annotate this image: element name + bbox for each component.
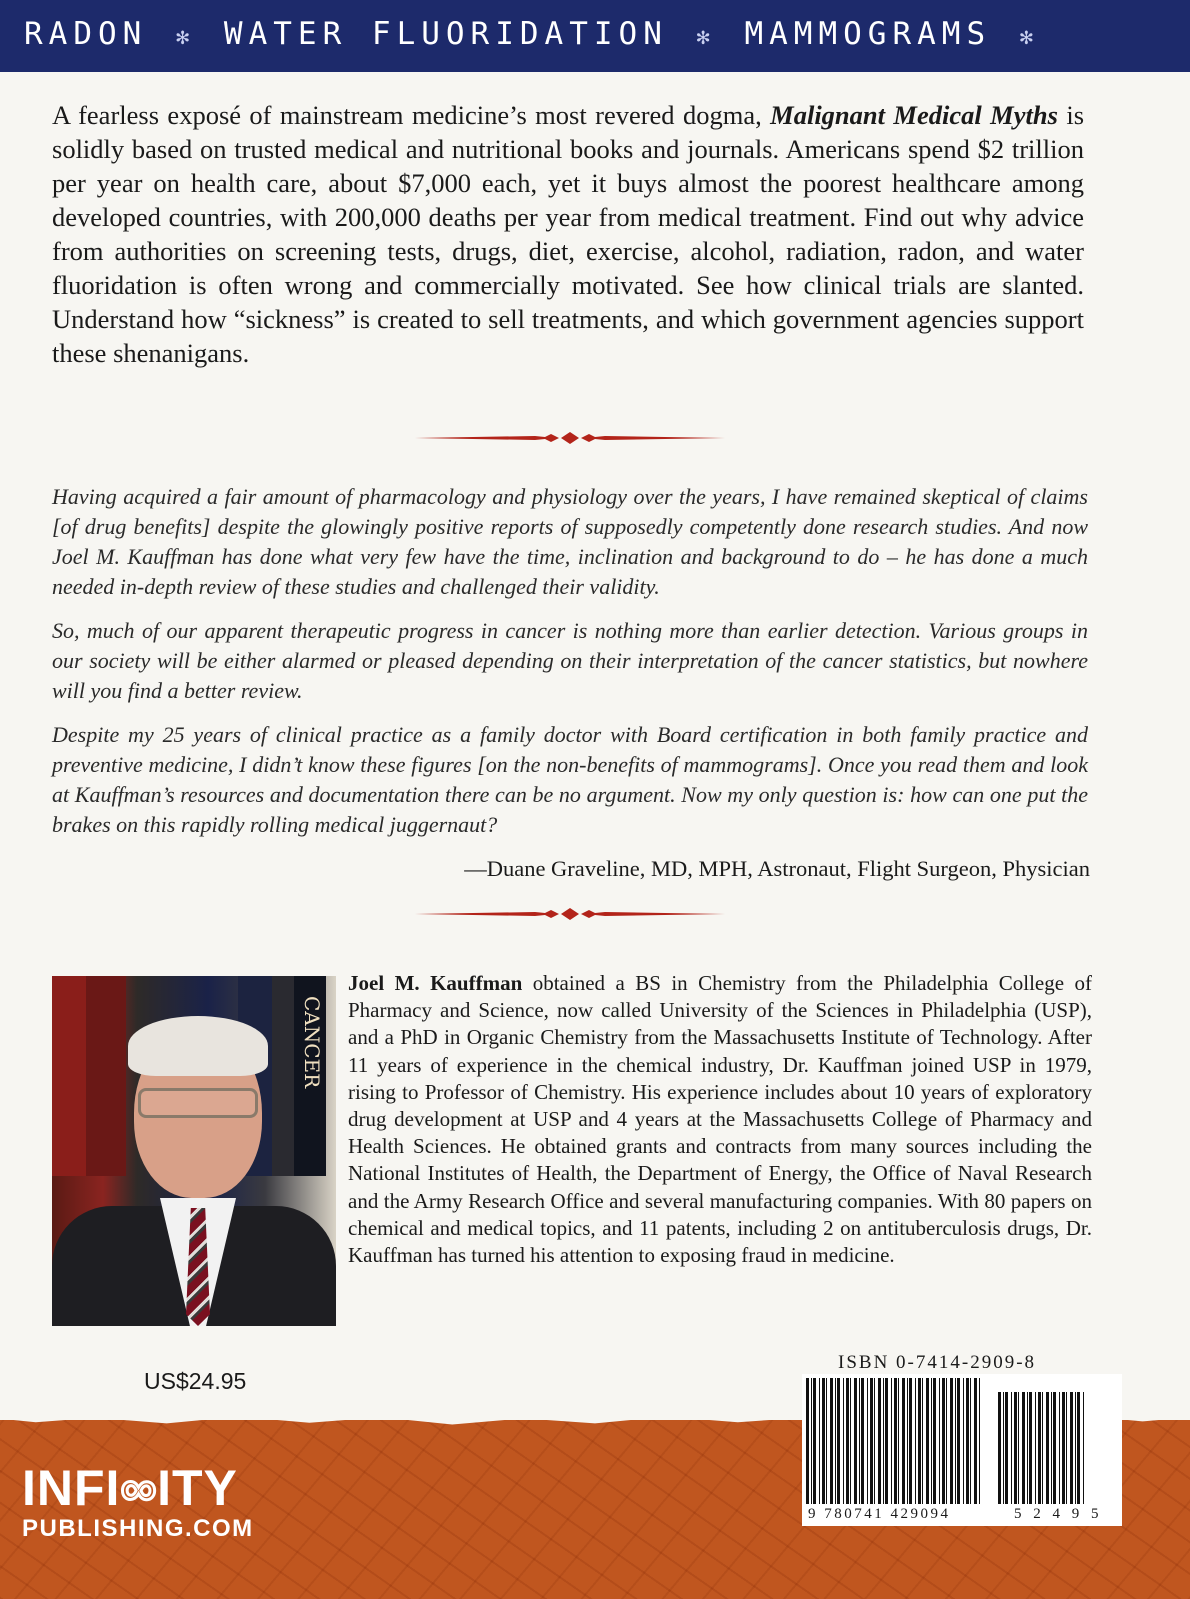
- barcode-bar: [806, 1378, 809, 1504]
- barcode-bar: [1038, 1392, 1041, 1504]
- barcode-bar: [894, 1378, 897, 1504]
- barcode-bar: [819, 1378, 820, 1504]
- barcode-bar: [942, 1378, 945, 1504]
- logo-text-right: ITY: [157, 1460, 238, 1516]
- banner-separator-star-icon: ✻: [696, 25, 716, 50]
- barcode-bar: [915, 1378, 916, 1504]
- quote-attribution: —Duane Graveline, MD, MPH, Astronaut, Flight Surgeon, Physician: [464, 856, 1090, 881]
- barcode-bar: [850, 1378, 851, 1504]
- barcode-bar: [891, 1378, 892, 1504]
- publisher-logo: [22, 1462, 392, 1544]
- topic-banner: [0, 0, 1190, 72]
- barcode-bar: [1042, 1392, 1043, 1504]
- barcode-bar: [854, 1378, 857, 1504]
- barcode-bar: [1075, 1392, 1076, 1504]
- banner-topic-water-fluoridation: WATER FLUORIDATION: [223, 16, 668, 52]
- barcode-bar: [1059, 1392, 1060, 1504]
- logo-text-left: INFI: [22, 1460, 121, 1516]
- ornamental-divider: [415, 431, 725, 445]
- barcode-bar: [902, 1378, 905, 1504]
- barcode-bar: [1035, 1392, 1036, 1504]
- barcode-bar: [1005, 1392, 1008, 1504]
- barcode-bar: [998, 1392, 1001, 1504]
- barcode-bar: [946, 1378, 947, 1504]
- barcode-bar: [979, 1378, 980, 1504]
- barcode-bar: [837, 1378, 840, 1504]
- barcode-bar: [907, 1378, 908, 1504]
- barcode-addon-digits: 5 2 4 9 5: [1014, 1506, 1103, 1522]
- barcode-bar: [883, 1378, 884, 1504]
- barcode-bar: [950, 1378, 953, 1504]
- barcode-bar: [813, 1378, 816, 1504]
- book-spine-label: CANCER: [300, 996, 324, 1089]
- barcode-bar: [1018, 1392, 1019, 1504]
- barcode-bar: [867, 1378, 868, 1504]
- barcode-bar: [1062, 1392, 1065, 1504]
- barcode-bar: [878, 1378, 881, 1504]
- barcode-bar: [931, 1378, 932, 1504]
- barcode-bar: [1051, 1392, 1052, 1504]
- barcode-bar: [1022, 1392, 1025, 1504]
- barcode-bars: [802, 1374, 1122, 1526]
- blurb-body: is solidly based on trusted medical and nutritional books and journals. Americans spend $2 trillion per year on health care, about $7,000 each, yet it buys almost the poorest healthcare among developed countries, with 200,000 deaths per year from medical treatment. Find out why advice from authorities on screening tests, drugs, diet, exercise, alcohol, radiation, radon, and water fluoridation is often wrong and commercially motivated. See how clinical trials are slanted. Understand how “sickness” is created to sell treatments, and which government agencies support these shenanigans.: [52, 100, 1085, 368]
- barcode-bar: [963, 1378, 964, 1504]
- banner-separator-star-icon: ✻: [1019, 25, 1040, 50]
- barcode-bar: [1083, 1392, 1084, 1504]
- book-blurb: [52, 98, 1084, 370]
- barcode-bar: [1029, 1392, 1032, 1504]
- author-bio: [348, 970, 1092, 1269]
- ornamental-divider: [415, 907, 725, 921]
- barcode-bar: [974, 1378, 977, 1504]
- barcode-bar: [822, 1378, 825, 1504]
- barcode-bar: [1027, 1392, 1028, 1504]
- barcode-bar: [926, 1378, 929, 1504]
- barcode-bar: [1003, 1392, 1004, 1504]
- price-label: US$24.95: [144, 1368, 247, 1394]
- isbn-label: ISBN 0-7414-2909-8: [838, 1352, 1037, 1373]
- author-bio-text: obtained a BS in Chemistry from the Philadelphia College of Pharmacy and Science, now called University of the Sciences in Philadelphia (USP), and a PhD in Organic Chemistry from the Massachusetts Institute of Technology. After 11 years of experience in the chemical industry, Dr. Kauffman joined USP in 1979, rising to Professor of Chemistry. His experience includes about 10 years of exploratory drug development at USP and 4 years at the Massachusetts College of Pharmacy and Health Sciences. He obtained grants and contracts from many sources including the National Institutes of Health, the Department of Energy, the Office of Naval Research and the Army Research Office and several manufacturing companies. With 80 papers on chemical and medical topics, and 11 patents, including 2 on antituberculosis drugs, Dr. Kauffman has turned his attention to exposing fraud in medicine.: [348, 971, 1092, 1268]
- barcode-bar: [885, 1378, 888, 1504]
- barcode-bar: [1014, 1392, 1017, 1504]
- barcode-bar: [843, 1378, 844, 1504]
- banner-separator-star-icon: ✻: [176, 25, 196, 50]
- barcode-bar: [1046, 1392, 1049, 1504]
- barcode-bar: [957, 1378, 960, 1504]
- barcode-bar: [874, 1378, 875, 1504]
- barcode-bar: [826, 1378, 827, 1504]
- barcode-bar: [1011, 1392, 1012, 1504]
- barcode-bar: [1077, 1392, 1080, 1504]
- banner-topic-radon: RADON: [24, 16, 148, 52]
- barcode-bar: [1066, 1392, 1067, 1504]
- barcode-bar: [898, 1378, 899, 1504]
- barcode-bar: [922, 1378, 923, 1504]
- barcode-bar: [933, 1378, 936, 1504]
- barcode-bar: [1070, 1392, 1073, 1504]
- barcode-bar: [966, 1378, 969, 1504]
- barcode-bar: [918, 1378, 921, 1504]
- barcode-bar: [955, 1378, 956, 1504]
- barcode-bar: [846, 1378, 849, 1504]
- barcode-bar: [830, 1378, 833, 1504]
- barcode-bar: [870, 1378, 873, 1504]
- book-title: Malignant Medical Myths: [770, 100, 1058, 130]
- blurb-lead: A fearless exposé of mainstream medicine’s most revered dogma,: [52, 100, 762, 130]
- barcode-bar: [859, 1378, 860, 1504]
- barcode-bar: [835, 1378, 836, 1504]
- quote-paragraph: So, much of our apparent therapeutic progress in cancer is nothing more than earlier detection. Various groups in our society will be either alarmed or pleased depending on their interpretation of the cancer statistics, but nowhere will you find a better review.: [52, 618, 1088, 703]
- barcode-digits: 9 780741 429094: [808, 1506, 951, 1522]
- barcode-bar: [811, 1378, 812, 1504]
- endorsement-quotes: [52, 482, 1088, 854]
- author-name: Joel M. Kauffman: [348, 971, 523, 995]
- quote-paragraph: Having acquired a fair amount of pharmacology and physiology over the years, I have remained skeptical of claims [of drug benefits] despite the glowingly positive reports of supposedly competently done research studies. And now Joel M. Kauffman has done what very few have the time, inclination and background to do – he has done a much needed in-depth review of these studies and challenged their validity.: [52, 484, 1088, 599]
- barcode-bar: [861, 1378, 864, 1504]
- barcode-bar: [1053, 1392, 1056, 1504]
- barcode: [802, 1374, 1122, 1526]
- barcode-bar: [939, 1378, 940, 1504]
- barcode-bar: [909, 1378, 912, 1504]
- banner-topic-mammograms: MAMMOGRAMS: [744, 16, 992, 52]
- infinity-icon: ∞: [120, 1460, 158, 1516]
- barcode-bar: [970, 1378, 971, 1504]
- author-photo: [52, 976, 336, 1326]
- publisher-url: PUBLISHING.COM: [22, 1515, 254, 1542]
- quote-paragraph: Despite my 25 years of clinical practice as a family doctor with Board certification in both family practice and preventive medicine, I didn’t know these figures [on the non-benefits of mammograms]. Once you read them and look at Kauffman’s resources and documentation there can be no argument. Now my only question is: how can one put the brakes on this rapidly rolling medical juggernaut?: [52, 722, 1088, 837]
